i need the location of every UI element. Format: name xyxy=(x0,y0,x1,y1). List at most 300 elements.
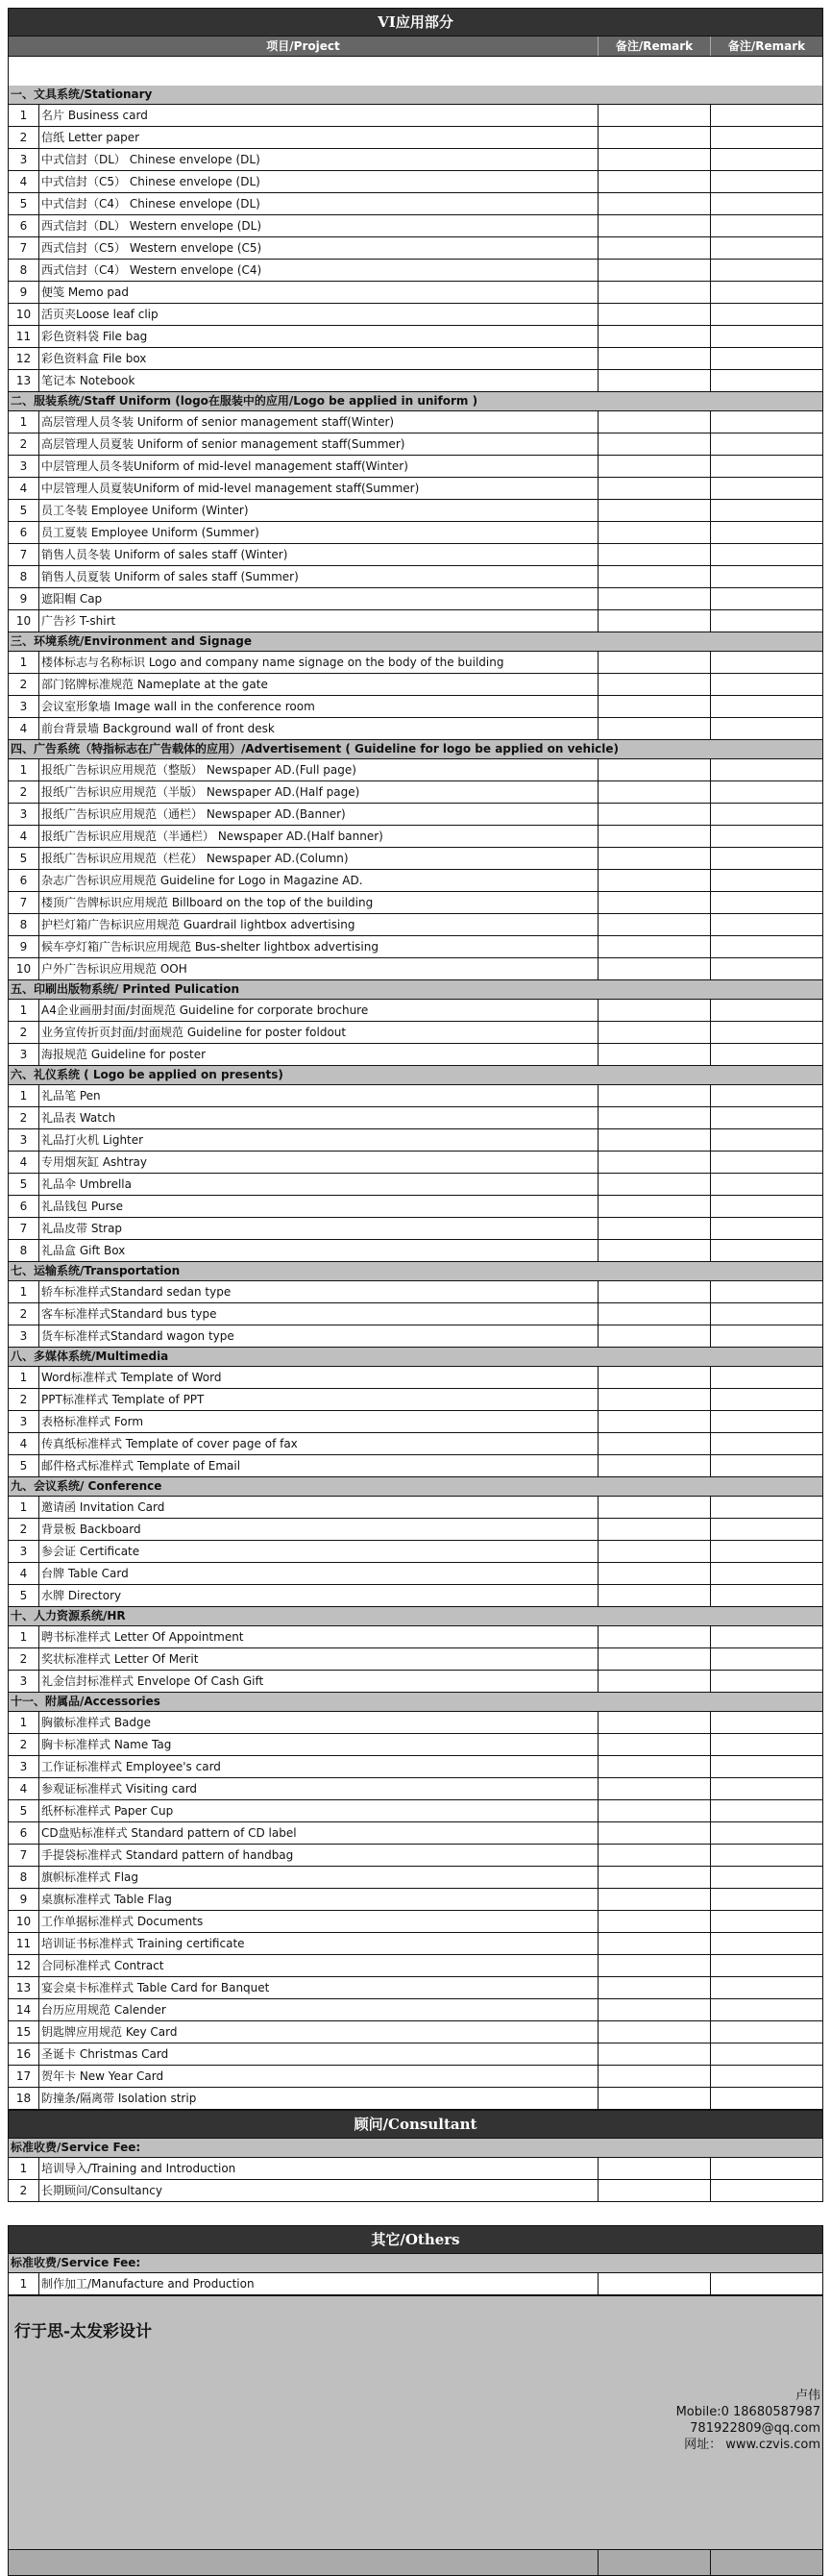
row-remark xyxy=(711,1107,822,1128)
table-row xyxy=(8,870,823,892)
table-row xyxy=(8,1240,823,1262)
row-number: 5 xyxy=(9,1800,39,1821)
row-remark xyxy=(599,674,711,695)
table-row xyxy=(8,1585,823,1607)
footer-spacer xyxy=(8,2295,823,2312)
table-row xyxy=(8,456,823,478)
table-row xyxy=(8,1389,823,1411)
row-item: 礼品钱包 Purse xyxy=(39,1196,599,1217)
row-number: 9 xyxy=(9,936,39,957)
row-remark xyxy=(599,1541,711,1562)
table-row xyxy=(8,1756,823,1778)
company-name: 行于思-太发彩设计 xyxy=(14,2322,153,2341)
row-number: 1 xyxy=(9,2273,39,2294)
row-remark xyxy=(599,1218,711,1239)
row-item: 业务宣传折页封面/封面规范 Guideline for poster foldout xyxy=(39,1022,599,1043)
row-item: 报纸广告标识应用规范（通栏） Newspaper AD.(Banner) xyxy=(39,804,599,825)
row-number: 1 xyxy=(9,105,39,126)
row-remark xyxy=(599,500,711,521)
consultant-fee-heading: 标准收费/Service Fee: xyxy=(8,2139,823,2158)
row-item: 高层管理人员夏装 Uniform of senior management staff(Summer) xyxy=(39,433,599,455)
table-row xyxy=(8,522,823,544)
row-remark xyxy=(599,892,711,913)
table-row xyxy=(8,282,823,304)
section-heading: 六、礼仪系统 ( Logo be applied on presents) xyxy=(8,1066,823,1085)
header-spacer xyxy=(8,57,823,86)
table-row xyxy=(8,1303,823,1325)
row-item: 礼品皮带 Strap xyxy=(39,1218,599,1239)
row-remark xyxy=(599,237,711,259)
row-item: CD盘贴标准样式 Standard pattern of CD label xyxy=(39,1822,599,1844)
row-remark xyxy=(711,936,822,957)
row-remark xyxy=(599,936,711,957)
row-number: 12 xyxy=(9,1955,39,1976)
row-item: 笔记本 Notebook xyxy=(39,370,599,391)
table-row xyxy=(8,1845,823,1867)
row-number: 10 xyxy=(9,1911,39,1932)
row-item: 礼品打火机 Lighter xyxy=(39,1129,599,1151)
row-item: 水牌 Directory xyxy=(39,1585,599,1606)
table-row xyxy=(8,237,823,260)
row-item: Word标准样式 Template of Word xyxy=(39,1367,599,1388)
table-row xyxy=(8,936,823,958)
row-number: 9 xyxy=(9,282,39,303)
row-number: 4 xyxy=(9,1778,39,1799)
row-remark xyxy=(599,127,711,148)
row-number: 3 xyxy=(9,1325,39,1347)
table-row xyxy=(8,127,823,149)
row-remark xyxy=(599,2158,711,2179)
row-remark xyxy=(711,1541,822,1562)
row-remark xyxy=(599,2043,711,2065)
row-remark xyxy=(599,1933,711,1954)
row-remark xyxy=(599,1107,711,1128)
row-item: 专用烟灰缸 Ashtray xyxy=(39,1152,599,1173)
row-number: 4 xyxy=(9,1563,39,1584)
row-remark xyxy=(711,696,822,717)
row-remark xyxy=(711,1497,822,1518)
row-item: 传真纸标准样式 Template of cover page of fax xyxy=(39,1433,599,1454)
table-row xyxy=(8,1129,823,1152)
row-remark xyxy=(599,1626,711,1647)
row-remark xyxy=(599,2021,711,2043)
row-remark xyxy=(599,870,711,891)
row-item: 楼体标志与名称标识 Logo and company name signage on the body of the building xyxy=(39,652,599,673)
row-remark xyxy=(599,1778,711,1799)
row-remark xyxy=(599,1867,711,1888)
row-remark xyxy=(599,759,711,780)
row-remark xyxy=(711,1845,822,1866)
row-remark xyxy=(599,171,711,192)
row-number: 1 xyxy=(9,1497,39,1518)
row-remark xyxy=(711,566,822,587)
row-item: 护栏灯箱广告标识应用规范 Guardrail lightbox advertising xyxy=(39,914,599,935)
row-item: 工作单据标准样式 Documents xyxy=(39,1911,599,1932)
row-remark xyxy=(711,1411,822,1432)
row-remark xyxy=(711,718,822,739)
row-number: 1 xyxy=(9,1626,39,1647)
table-row xyxy=(8,1455,823,1477)
row-remark xyxy=(599,456,711,477)
footer-bottom-cell xyxy=(599,2550,711,2575)
header-project: 项目/Project xyxy=(9,37,599,56)
row-item: 名片 Business card xyxy=(39,105,599,126)
table-row xyxy=(8,1433,823,1455)
row-number: 16 xyxy=(9,2043,39,2065)
contact-website: 网址： www.czvis.com xyxy=(684,2438,820,2452)
table-row xyxy=(8,1977,823,1999)
row-number: 6 xyxy=(9,870,39,891)
row-number: 3 xyxy=(9,456,39,477)
table-row xyxy=(8,149,823,171)
row-remark xyxy=(711,1367,822,1388)
row-remark xyxy=(599,304,711,325)
table-row xyxy=(8,718,823,740)
row-remark xyxy=(711,2158,822,2179)
row-remark xyxy=(599,566,711,587)
row-item: 礼品伞 Umbrella xyxy=(39,1174,599,1195)
table-row xyxy=(8,1411,823,1433)
row-remark xyxy=(711,1712,822,1733)
row-remark xyxy=(711,1889,822,1910)
row-remark xyxy=(599,652,711,673)
table-row xyxy=(8,1778,823,1800)
row-remark xyxy=(711,914,822,935)
row-number: 10 xyxy=(9,610,39,632)
row-item: 前台背景墙 Background wall of front desk xyxy=(39,718,599,739)
row-item: 活页夹Loose leaf clip xyxy=(39,304,599,325)
row-number: 1 xyxy=(9,1085,39,1106)
row-remark xyxy=(711,826,822,847)
vi-title: VI应用部分 xyxy=(8,8,823,37)
row-remark xyxy=(599,1889,711,1910)
section-heading: 九、会议系统/ Conference xyxy=(8,1477,823,1497)
row-remark xyxy=(599,1367,711,1388)
row-remark xyxy=(711,1000,822,1021)
table-row xyxy=(8,1867,823,1889)
table-row xyxy=(8,215,823,237)
row-item: 宴会桌卡标准样式 Table Card for Banquet xyxy=(39,1977,599,1998)
row-remark xyxy=(711,1822,822,1844)
row-remark xyxy=(599,848,711,869)
row-remark xyxy=(711,1240,822,1261)
row-number: 4 xyxy=(9,478,39,499)
row-item: 销售人员冬装 Uniform of sales staff (Winter) xyxy=(39,544,599,565)
row-number: 7 xyxy=(9,1845,39,1866)
table-row xyxy=(8,1889,823,1911)
row-remark xyxy=(711,1044,822,1065)
row-number: 2 xyxy=(9,1107,39,1128)
row-item: 防撞条/隔离带 Isolation strip xyxy=(39,2088,599,2109)
row-remark xyxy=(599,105,711,126)
row-number: 1 xyxy=(9,1000,39,1021)
row-remark xyxy=(599,1389,711,1410)
row-number: 9 xyxy=(9,1889,39,1910)
row-remark xyxy=(711,2273,822,2294)
table-row xyxy=(8,1563,823,1585)
row-number: 3 xyxy=(9,696,39,717)
row-item: 桌旗标准样式 Table Flag xyxy=(39,1889,599,1910)
table-row xyxy=(8,348,823,370)
row-remark xyxy=(599,1911,711,1932)
row-item: 员工冬装 Employee Uniform (Winter) xyxy=(39,500,599,521)
row-item: 高层管理人员冬装 Uniform of senior management staff(Winter) xyxy=(39,411,599,433)
row-remark xyxy=(711,1800,822,1821)
row-remark xyxy=(711,433,822,455)
row-item: 奖状标准样式 Letter Of Merit xyxy=(39,1648,599,1670)
row-remark xyxy=(711,348,822,369)
row-number: 3 xyxy=(9,149,39,170)
row-remark xyxy=(599,1955,711,1976)
row-number: 3 xyxy=(9,1411,39,1432)
table-row xyxy=(8,105,823,127)
row-item: 销售人员夏装 Uniform of sales staff (Summer) xyxy=(39,566,599,587)
row-remark xyxy=(599,2088,711,2109)
row-number: 2 xyxy=(9,433,39,455)
row-remark xyxy=(711,193,822,214)
row-number: 3 xyxy=(9,1671,39,1692)
row-remark xyxy=(599,1734,711,1755)
row-number: 7 xyxy=(9,1218,39,1239)
row-remark xyxy=(711,958,822,979)
row-remark xyxy=(599,1455,711,1476)
section-heading: 七、运输系统/Transportation xyxy=(8,1262,823,1281)
row-remark xyxy=(711,215,822,236)
row-remark xyxy=(599,804,711,825)
table-row xyxy=(8,1519,823,1541)
row-remark xyxy=(711,1196,822,1217)
section-heading: 四、广告系统（特指标志在广告载体的应用）/Advertisement ( Guideline for logo be applied on vehicle) xyxy=(8,740,823,759)
table-row xyxy=(8,171,823,193)
row-remark xyxy=(711,1911,822,1932)
row-remark xyxy=(599,348,711,369)
row-remark xyxy=(599,1845,711,1866)
row-remark xyxy=(711,544,822,565)
row-item: 部门铭牌标准规范 Nameplate at the gate xyxy=(39,674,599,695)
row-remark xyxy=(599,149,711,170)
row-number: 3 xyxy=(9,804,39,825)
row-remark xyxy=(711,522,822,543)
row-item: 参会证 Certificate xyxy=(39,1541,599,1562)
contact-email: 781922809@qq.com xyxy=(690,2421,820,2436)
row-remark xyxy=(711,2043,822,2065)
row-number: 2 xyxy=(9,127,39,148)
table-row xyxy=(8,892,823,914)
table-row xyxy=(8,1174,823,1196)
row-item: 报纸广告标识应用规范（半版） Newspaper AD.(Half page) xyxy=(39,781,599,803)
row-remark xyxy=(599,2273,711,2294)
row-item: 海报规范 Guideline for poster xyxy=(39,1044,599,1065)
row-number: 10 xyxy=(9,304,39,325)
footer-bottom-cell xyxy=(9,2550,599,2575)
row-number: 1 xyxy=(9,1712,39,1733)
row-number: 10 xyxy=(9,958,39,979)
row-remark xyxy=(711,1303,822,1325)
row-remark xyxy=(711,1389,822,1410)
row-item: 报纸广告标识应用规范（半通栏） Newspaper AD.(Half banner) xyxy=(39,826,599,847)
row-item: 邀请函 Invitation Card xyxy=(39,1497,599,1518)
row-remark xyxy=(711,1585,822,1606)
row-number: 11 xyxy=(9,1933,39,1954)
row-remark xyxy=(599,610,711,632)
row-remark xyxy=(711,1648,822,1670)
row-remark xyxy=(711,411,822,433)
row-remark xyxy=(711,2066,822,2087)
row-number: 6 xyxy=(9,1196,39,1217)
row-remark xyxy=(711,804,822,825)
row-remark xyxy=(711,1756,822,1777)
row-item: 合同标准样式 Contract xyxy=(39,1955,599,1976)
footer-bottom-row xyxy=(8,2550,823,2576)
table-row xyxy=(8,370,823,392)
section-heading: 十、人力资源系统/HR xyxy=(8,1607,823,1626)
row-item: 中层管理人员夏装Uniform of mid-level management staff(Summer) xyxy=(39,478,599,499)
table-row xyxy=(8,1281,823,1303)
row-number: 14 xyxy=(9,1999,39,2020)
row-remark xyxy=(599,1022,711,1043)
footer xyxy=(8,2312,823,2550)
row-remark xyxy=(599,215,711,236)
row-number: 1 xyxy=(9,652,39,673)
table-row xyxy=(8,411,823,433)
row-remark xyxy=(711,478,822,499)
row-item: 胸卡标准样式 Name Tag xyxy=(39,1734,599,1755)
table-row xyxy=(8,500,823,522)
row-number: 1 xyxy=(9,1281,39,1302)
consultant-title: 顾问/Consultant xyxy=(8,2110,823,2139)
row-item: 参观证标准样式 Visiting card xyxy=(39,1778,599,1799)
row-remark xyxy=(599,958,711,979)
row-number: 17 xyxy=(9,2066,39,2087)
row-item: 广告衫 T-shirt xyxy=(39,610,599,632)
row-remark xyxy=(711,149,822,170)
row-remark xyxy=(711,652,822,673)
section-heading: 十一、附属品/Accessories xyxy=(8,1693,823,1712)
row-number: 2 xyxy=(9,1389,39,1410)
row-item: 信纸 Letter paper xyxy=(39,127,599,148)
row-remark xyxy=(599,1433,711,1454)
row-remark xyxy=(711,1129,822,1151)
row-number: 1 xyxy=(9,411,39,433)
table-row xyxy=(8,478,823,500)
table-row xyxy=(8,1497,823,1519)
contact-name: 卢伟 xyxy=(794,2389,820,2403)
row-number: 4 xyxy=(9,171,39,192)
row-remark xyxy=(599,1129,711,1151)
row-number: 2 xyxy=(9,781,39,803)
row-remark xyxy=(599,544,711,565)
row-remark xyxy=(711,1933,822,1954)
row-item: 制作加工/Manufacture and Production xyxy=(39,2273,599,2294)
row-number: 2 xyxy=(9,1648,39,1670)
row-remark xyxy=(711,2180,822,2201)
table-row xyxy=(8,1671,823,1693)
table-row xyxy=(8,1955,823,1977)
row-number: 4 xyxy=(9,1433,39,1454)
row-item: 台牌 Table Card xyxy=(39,1563,599,1584)
row-item: 礼品表 Watch xyxy=(39,1107,599,1128)
row-remark xyxy=(711,1022,822,1043)
row-remark xyxy=(599,914,711,935)
row-number: 8 xyxy=(9,914,39,935)
table-row xyxy=(8,1152,823,1174)
row-remark xyxy=(711,1325,822,1347)
section-heading: 三、环境系统/Environment and Signage xyxy=(8,632,823,652)
row-number: 5 xyxy=(9,1585,39,1606)
table-row xyxy=(8,2180,823,2202)
row-remark xyxy=(711,892,822,913)
table-row xyxy=(8,1822,823,1845)
row-remark xyxy=(711,588,822,609)
table-row xyxy=(8,1022,823,1044)
table-row xyxy=(8,1626,823,1648)
row-remark xyxy=(599,1519,711,1540)
row-remark xyxy=(711,456,822,477)
others-fee-heading: 标准收费/Service Fee: xyxy=(8,2254,823,2273)
table-row xyxy=(8,2088,823,2110)
row-number: 8 xyxy=(9,566,39,587)
contact-mobile: Mobile:0 18680587987 xyxy=(675,2405,820,2419)
row-number: 1 xyxy=(9,759,39,780)
row-item: 轿车标准样式Standard sedan type xyxy=(39,1281,599,1302)
row-item: 培训证书标准样式 Training certificate xyxy=(39,1933,599,1954)
row-item: 员工夏装 Employee Uniform (Summer) xyxy=(39,522,599,543)
row-number: 4 xyxy=(9,826,39,847)
row-remark xyxy=(711,1955,822,1976)
row-item: 背景板 Backboard xyxy=(39,1519,599,1540)
table-row xyxy=(8,781,823,804)
table-row xyxy=(8,544,823,566)
contact-block xyxy=(676,2388,820,2453)
vi-sections xyxy=(8,86,823,2110)
table-row xyxy=(8,1367,823,1389)
row-remark xyxy=(711,127,822,148)
row-number: 2 xyxy=(9,674,39,695)
row-remark xyxy=(599,2066,711,2087)
table-row xyxy=(8,1085,823,1107)
row-remark xyxy=(711,304,822,325)
row-remark xyxy=(599,1648,711,1670)
row-remark xyxy=(711,610,822,632)
row-remark xyxy=(711,1867,822,1888)
row-item: 西式信封（DL） Western envelope (DL) xyxy=(39,215,599,236)
row-remark xyxy=(599,1800,711,1821)
row-remark xyxy=(711,1734,822,1755)
row-number: 7 xyxy=(9,892,39,913)
table-row xyxy=(8,958,823,980)
row-item: A4企业画册封面/封面规范 Guideline for corporate brochure xyxy=(39,1000,599,1021)
row-number: 9 xyxy=(9,588,39,609)
row-number: 4 xyxy=(9,1152,39,1173)
row-item: 贺年卡 New Year Card xyxy=(39,2066,599,2087)
row-remark xyxy=(599,1325,711,1347)
row-remark xyxy=(711,2021,822,2043)
row-remark xyxy=(599,781,711,803)
row-remark xyxy=(599,260,711,281)
row-remark xyxy=(711,2088,822,2109)
section-heading: 二、服装系统/Staff Uniform (logo在服装中的应用/Logo be applied in uniform ) xyxy=(8,392,823,411)
row-remark xyxy=(711,870,822,891)
row-number: 6 xyxy=(9,215,39,236)
row-item: 聘书标准样式 Letter Of Appointment xyxy=(39,1626,599,1647)
row-remark xyxy=(599,1000,711,1021)
row-number: 12 xyxy=(9,348,39,369)
row-remark xyxy=(599,1240,711,1261)
row-item: 客车标准样式Standard bus type xyxy=(39,1303,599,1325)
row-remark xyxy=(599,1977,711,1998)
row-remark xyxy=(599,1044,711,1065)
table-row xyxy=(8,610,823,632)
